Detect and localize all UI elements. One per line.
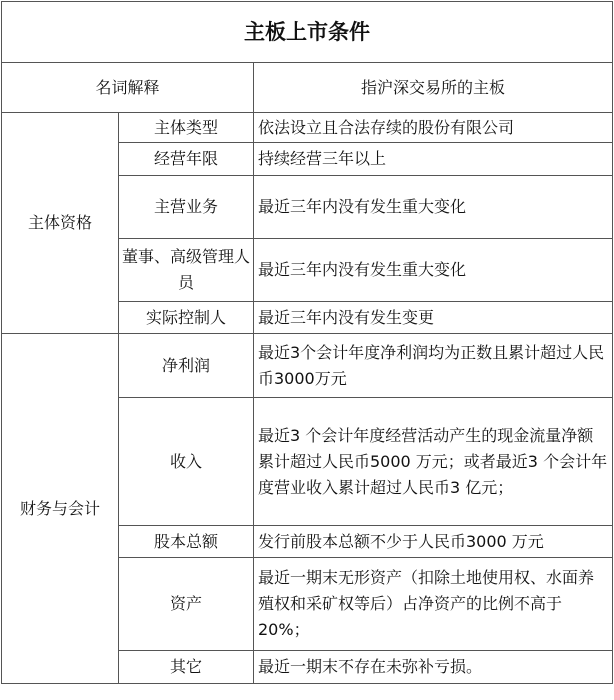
row-label-net-profit: 净利润 [119,334,254,398]
listing-conditions-table [1,1,613,684]
row-label-revenue: 收入 [119,398,254,526]
row-label-operating-years: 经营年限 [119,143,254,176]
row-label-actual-controller: 实际控制人 [119,302,254,334]
row-label-share-capital: 股本总额 [119,526,254,558]
row-value-actual-controller: 最近三年内没有发生变更 [254,302,613,334]
row-label-directors-executives: 董事、高级管理人员 [119,239,254,302]
definition-value: 指沪深交易所的主板 [254,63,613,113]
row-value-others: 最近一期末不存在未弥补亏损。 [254,651,613,684]
row-value-operating-years: 持续经营三年以上 [254,143,613,176]
row-value-assets: 最近一期末无形资产（扣除土地使用权、水面养殖权和采矿权等后）占净资产的比例不高于20%； [254,558,613,651]
section-subject-qualification: 主体资格 [2,113,119,334]
row-value-revenue: 最近3 个会计年度经营活动产生的现金流量净额累计超过人民币5000 万元；或者最近3 个会计年度营业收入累计超过人民币3 亿元； [254,398,613,526]
section-finance-accounting: 财务与会计 [2,334,119,684]
table-title: 主板上市条件 [2,2,613,63]
row-value-main-business: 最近三年内没有发生重大变化 [254,176,613,239]
row-label-subject-type: 主体类型 [119,113,254,143]
row-label-main-business: 主营业务 [119,176,254,239]
row-value-net-profit: 最近3个会计年度净利润均为正数且累计超过人民币3000万元 [254,334,613,398]
row-value-subject-type: 依法设立且合法存续的股份有限公司 [254,113,613,143]
row-label-others: 其它 [119,651,254,684]
row-value-directors-executives: 最近三年内没有发生重大变化 [254,239,613,302]
row-label-assets: 资产 [119,558,254,651]
definition-label: 名词解释 [2,63,254,113]
row-value-share-capital: 发行前股本总额不少于人民币3000 万元 [254,526,613,558]
